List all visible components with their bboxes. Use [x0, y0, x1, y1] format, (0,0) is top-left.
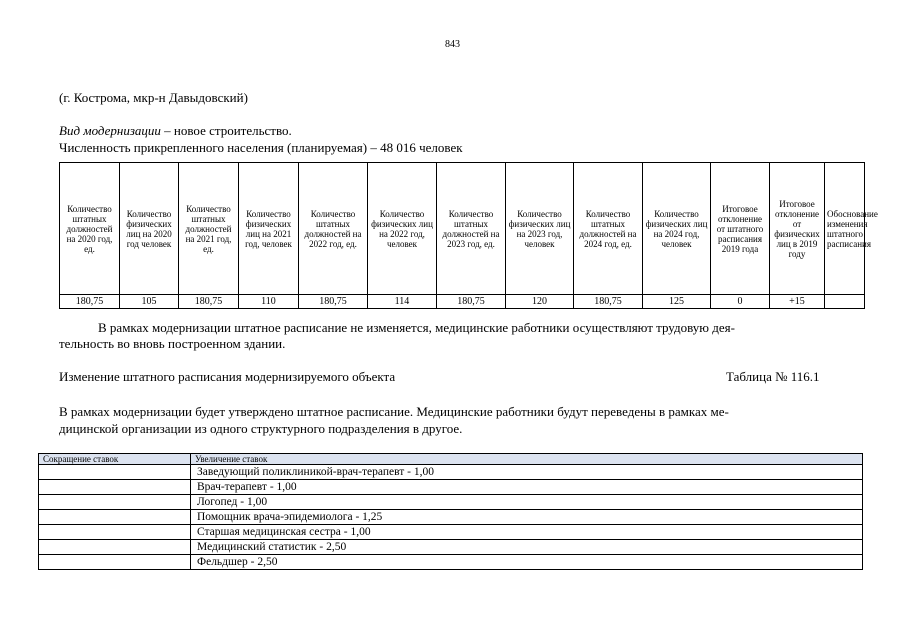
- staff-value-cell: 180,75: [179, 295, 239, 309]
- paragraph-1-line-1: В рамках модернизации штатное расписание не изменяется, медицинские работники осуществляют трудовую дея-: [98, 320, 735, 335]
- staff-value-cell: [825, 295, 865, 309]
- modernization-value: – новое строительство.: [160, 123, 292, 138]
- staff-header-cell: Количество штатных должностей на 2020 год, ед.: [60, 163, 120, 295]
- changes-table-row: [39, 495, 863, 510]
- increase-cell: Врач-терапевт - 1,00: [191, 480, 863, 495]
- staff-header-cell: Итоговое отклонение от штатного расписания 2019 года: [711, 163, 770, 295]
- increase-cell: Фельдшер - 2,50: [191, 555, 863, 570]
- reduction-cell: [39, 480, 191, 495]
- increase-cell: Заведующий поликлиникой-врач-терапевт - 1,00: [191, 465, 863, 480]
- page-number: 843: [445, 39, 460, 50]
- staff-header-cell: Количество штатных должностей на 2024 год, ед.: [574, 163, 643, 295]
- staff-value-cell: 120: [506, 295, 574, 309]
- staff-header-cell: Количество физических лиц на 2024 год, человек: [643, 163, 711, 295]
- changes-table-row: [39, 465, 863, 480]
- staff-value-cell: 0: [711, 295, 770, 309]
- staff-header-cell: Количество физических лиц на 2020 год человек: [120, 163, 179, 295]
- changes-table-row: [39, 525, 863, 540]
- staff-header-cell: Количество физических лиц на 2021 год, человек: [239, 163, 299, 295]
- staff-value-cell: 110: [239, 295, 299, 309]
- staff-value-cell: 180,75: [437, 295, 506, 309]
- reduction-cell: [39, 510, 191, 525]
- population-line: Численность прикрепленного населения (планируемая) – 48 016 человек: [59, 140, 463, 155]
- modernization-line: [59, 123, 292, 139]
- increase-cell: Помощник врача-эпидемиолога - 1,25: [191, 510, 863, 525]
- increase-column-header: Увеличение ставок: [191, 454, 863, 465]
- reduction-cell: [39, 555, 191, 570]
- location-line: (г. Кострома, мкр-н Давыдовский): [59, 90, 248, 105]
- staff-header-cell: Количество штатных должностей на 2021 год, ед.: [179, 163, 239, 295]
- table-label: Таблица № 116.1: [726, 369, 820, 384]
- changes-table: [38, 453, 863, 570]
- changes-table-row: [39, 555, 863, 570]
- changes-table-row: [39, 540, 863, 555]
- increase-cell: Медицинский статистик - 2,50: [191, 540, 863, 555]
- staff-header-cell: Количество штатных должностей на 2023 год, ед.: [437, 163, 506, 295]
- reduction-cell: [39, 525, 191, 540]
- staff-value-cell: 180,75: [574, 295, 643, 309]
- changes-table-header-row: [39, 454, 863, 465]
- paragraph-2-line-2: дицинской организации из одного структурного подразделения в другое.: [59, 421, 463, 436]
- section-title: Изменение штатного расписания модернизируемого объекта: [59, 369, 396, 384]
- staff-value-cell: 114: [368, 295, 437, 309]
- paragraph-2-line-1: В рамках модернизации будет утверждено штатное расписание. Медицинские работники будут переведены в рамках ме-: [59, 404, 729, 419]
- reduction-cell: [39, 495, 191, 510]
- changes-table-row: [39, 480, 863, 495]
- staff-value-cell: 180,75: [60, 295, 120, 309]
- increase-cell: Логопед - 1,00: [191, 495, 863, 510]
- staff-table-values-row: [60, 295, 865, 309]
- reduction-cell: [39, 465, 191, 480]
- staff-header-cell: Обоснование изменения штатного расписания: [825, 163, 865, 295]
- staff-header-cell: Количество физических лиц на 2023 год, человек: [506, 163, 574, 295]
- staff-table: [59, 162, 878, 309]
- reduction-cell: [39, 540, 191, 555]
- staff-header-cell: Количество штатных должностей на 2022 год, ед.: [299, 163, 368, 295]
- paragraph-1-line-2: тельность во вновь построенном здании.: [59, 336, 286, 351]
- staff-value-cell: 180,75: [299, 295, 368, 309]
- modernization-label: Вид модернизации: [59, 123, 161, 138]
- staff-value-cell: 125: [643, 295, 711, 309]
- reduction-column-header: Сокращение ставок: [39, 454, 191, 465]
- changes-table-row: [39, 510, 863, 525]
- staff-value-cell: +15: [770, 295, 825, 309]
- increase-cell: Старшая медицинская сестра - 1,00: [191, 525, 863, 540]
- staff-header-cell: Итоговое отклонение от физических лиц в 2019 году: [770, 163, 825, 295]
- staff-header-cell: Количество физических лиц на 2022 год, человек: [368, 163, 437, 295]
- staff-table-header-row: [60, 163, 865, 295]
- staff-value-cell: 105: [120, 295, 179, 309]
